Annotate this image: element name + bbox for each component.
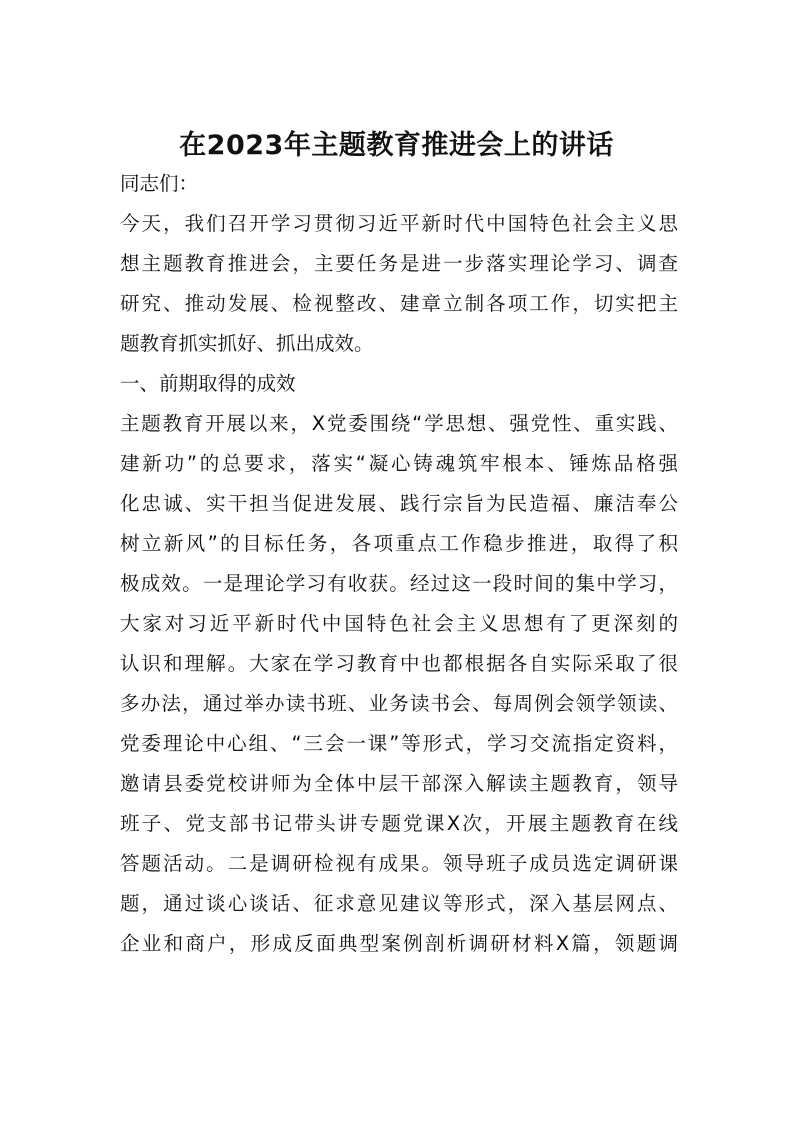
greeting-line: 同志们： <box>120 172 199 195</box>
section-line: 党委理论中心组、“三会一课”等形式，学习交流指定资料， <box>120 732 678 755</box>
section-line: 多办法，通过举办读书班、业务读书会、每周例会领学领读、 <box>120 692 678 715</box>
section-line: 题，通过谈心谈话、征求意见建议等形式，深入基层网点、 <box>120 892 678 915</box>
section-line: 树立新风”的目标任务，各项重点工作稳步推进，取得了积 <box>120 532 678 555</box>
document-body <box>120 164 678 964</box>
section-line: 极成效。一是理论学习有收获。经过这一段时间的集中学习， <box>120 572 678 595</box>
section-line: 认识和理解。大家在学习教育中也都根据各自实际采取了很 <box>120 652 678 675</box>
section-line: 答题活动。二是调研检视有成果。领导班子成员选定调研课 <box>120 852 678 875</box>
section-line: 建新功”的总要求，落实“凝心铸魂筑牢根本、锤炼品格强 <box>120 452 678 475</box>
section-line: 邀请县委党校讲师为全体中层干部深入解读主题教育，领导 <box>120 772 678 795</box>
intro-line: 题教育抓实抓好、抓出成效。 <box>120 332 374 355</box>
section-line: 大家对习近平新时代中国特色社会主义思想有了更深刻的 <box>120 612 678 635</box>
document-title: 在2023年主题教育推进会上的讲话 <box>179 130 614 161</box>
intro-line: 今天，我们召开学习贯彻习近平新时代中国特色社会主义思 <box>120 212 678 235</box>
section-line: 化忠诚、实干担当促进发展、践行宗旨为民造福、廉洁奉公 <box>120 492 678 515</box>
section-line: 企业和商户，形成反面典型案例剖析调研材料X篇，领题调 <box>120 932 678 955</box>
section-line: 主题教育开展以来，X党委围绕“学思想、强党性、重实践、 <box>120 412 678 435</box>
section-heading: 一、前期取得的成效 <box>120 372 296 395</box>
intro-line: 研究、推动发展、检视整改、建章立制各项工作，切实把主 <box>120 292 678 315</box>
section-line: 班子、党支部书记带头讲专题党课X次，开展主题教育在线 <box>120 812 678 835</box>
intro-line: 想主题教育推进会，主要任务是进一步落实理论学习、调查 <box>120 252 678 275</box>
